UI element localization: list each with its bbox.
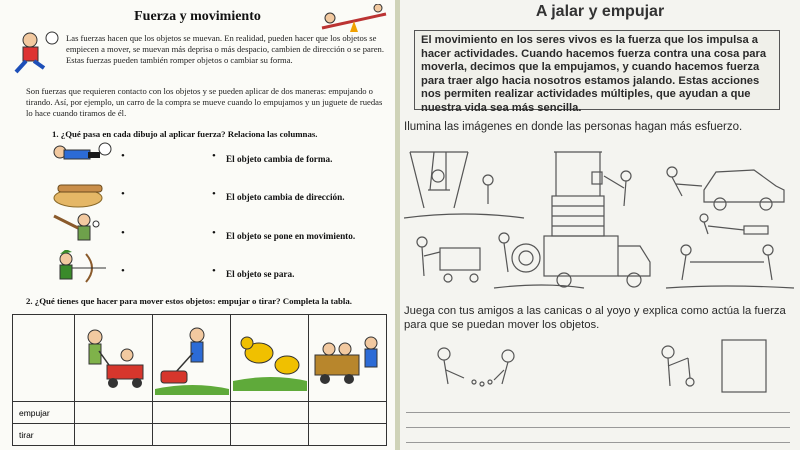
swing-sketch <box>404 152 524 218</box>
intro-paragraph-2: Son fuerzas que requieren contacto con los objetos y se pueden aplicar de dos maneras: empujando o tirando. Así, por ejemplo, un carro de la compra se mueve cuando lo empujamos y un juguete de ruedas lo hace cuando tiramos de él. <box>26 86 383 118</box>
dough-rolling-figure <box>50 176 110 210</box>
row-label-empujar: empujar <box>13 402 75 424</box>
match-bullet-left[interactable]: • <box>121 227 125 239</box>
worksheet-fuerza-movimiento <box>0 0 395 450</box>
wagon-kids-picture <box>75 315 153 399</box>
activity-sketches <box>404 146 796 298</box>
table-picture-cell <box>75 315 153 402</box>
option-pone-movimiento: El objeto se pone en movimiento. <box>226 231 356 241</box>
match-bullet-right[interactable]: • <box>212 265 216 277</box>
match-bullet-right[interactable]: • <box>212 150 216 162</box>
baseball-batter-figure <box>50 212 110 248</box>
tug-of-war-sketch <box>666 245 794 288</box>
answer-cell[interactable] <box>231 424 309 446</box>
answer-cell[interactable] <box>75 402 153 424</box>
lawnmower-picture <box>153 315 231 399</box>
intro-box <box>414 30 780 114</box>
writing-line[interactable] <box>406 412 790 413</box>
archer-figure <box>50 250 110 290</box>
match-bullet-left[interactable]: • <box>121 150 125 162</box>
worksheet-title: Fuerza y movimiento <box>134 9 261 24</box>
push-pull-table <box>12 314 387 446</box>
writing-line[interactable] <box>406 427 790 428</box>
match-bullet-right[interactable]: • <box>212 188 216 200</box>
worksheet-jalar-empujar <box>400 0 800 450</box>
well-sketch <box>552 152 631 236</box>
question-2: 2. ¿Qué tienes que hacer para mover estos objetos: empujar o tirar? Completa la tabla. <box>26 296 352 306</box>
truck-sketch <box>544 236 650 287</box>
table-picture-cell <box>309 315 387 402</box>
instruction-2: Juega con tus amigos a las canicas o al yoyo y explica como actúa la fuerza para que se puedan mover los objetos. <box>404 305 786 331</box>
table-picture-cell <box>153 315 231 402</box>
question-1: 1. ¿Qué pasa en cada dibujo al aplicar fuerza? Relaciona las columnas. <box>52 129 318 139</box>
answer-cell[interactable] <box>153 424 231 446</box>
soccer-kid-illustration <box>6 30 62 76</box>
table-picture-cell <box>231 315 309 402</box>
car-push-sketch <box>667 167 784 210</box>
option-cambia-direccion: El objeto cambia de dirección. <box>226 192 345 202</box>
intro-text: El movimiento en los seres vivos es la fuerza que los impulsa a hacer actividades. Cuando hacemos fuerza contra una cosa para moverla, decimos que la empujamos, y cuando hacemos fuerza para traer algo hacia nosotros estamos jalando. Estas acciones nos permiten realizar actividades múltiples, que ayudan a que nuestra vida sea más sencilla. <box>421 34 767 114</box>
cart-kids-picture <box>309 315 387 399</box>
worksheet-title: A jalar y empujar <box>535 3 665 20</box>
answer-cell[interactable] <box>309 424 387 446</box>
instruction-1: Ilumina las imágenes en donde las personas hagan más esfuerzo. <box>404 121 743 133</box>
shopping-cart-sketch <box>417 237 480 282</box>
option-se-para: El objeto se para. <box>226 269 295 279</box>
seesaw-illustration <box>318 4 390 34</box>
answer-cell[interactable] <box>231 402 309 424</box>
soccer-player-figure <box>50 142 112 174</box>
match-bullet-left[interactable]: • <box>121 265 125 277</box>
answer-cell[interactable] <box>153 402 231 424</box>
table-corner-cell <box>13 315 75 402</box>
option-cambia-forma: El objeto cambia de forma. <box>226 154 333 164</box>
duck-toy-picture <box>231 315 309 399</box>
row-label-tirar: tirar <box>13 424 75 446</box>
match-bullet-left[interactable]: • <box>121 188 125 200</box>
writing-line[interactable] <box>406 442 790 443</box>
match-bullet-right[interactable]: • <box>212 227 216 239</box>
answer-cell[interactable] <box>75 424 153 446</box>
marbles-yoyo-sketches <box>404 332 796 402</box>
answer-cell[interactable] <box>309 402 387 424</box>
intro-paragraph-1: Las fuerzas hacen que los objetos se muevan. En realidad, pueden hacer que los objetos se empiecen a mover, se muevan más deprisa o más despacio, cambien de dirección o se paren. Estas fuerzas pueden también romper objetos o cambiar su forma. <box>66 33 384 65</box>
mower-sketch <box>700 214 768 234</box>
